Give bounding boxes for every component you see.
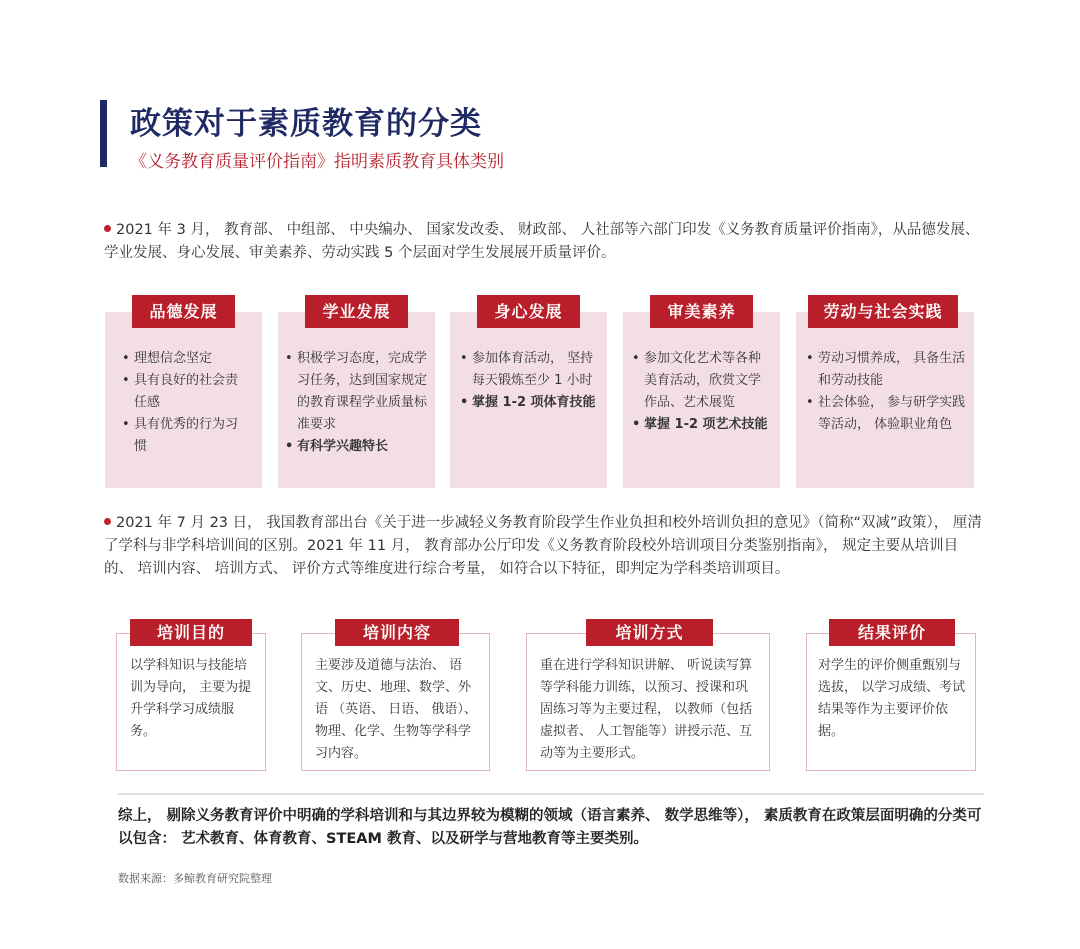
pillar-label-physical: 身心发展 [477,295,580,328]
list-item: • 劳动习惯养成， 具备生活和劳动技能 [806,348,966,392]
title-accent-bar [100,100,107,167]
pillar-label-aesthetic: 审美素养 [650,295,753,328]
list-item: • 具有优秀的行为习惯 [122,414,250,458]
pillar-label-moral: 品德发展 [132,295,235,328]
data-source-note: 数据来源：多鲸教育研究院整理 [118,872,272,885]
policy-text: 2021 年 7 月 23 日， 我国教育部出台《关于进一步减轻义务教育阶段学生作业负担和校外培训负担的意见》（简称“双减”政策）， 厘清了学科与非学科培训间的区别。2021 年 11 月， 教育部办公厅印发《义务教育阶段校外培训项目分类鉴别指南》， 规定主要从培训目的、 培训内容、 培训方式、 评价方式等维度进行综合考量， 如符合以下特征，即判定为学科类培训项目。 [104,515,982,577]
intro-paragraph [104,219,984,265]
criteria-text-evaluation: 对学生的评价侧重甄别与选拔， 以学习成绩、考试结果等作为主要评价依据。 [818,658,966,739]
criteria-text-method: 重在进行学科知识讲解、 听说读写算等学科能力训练，以预习、授课和巩固练习等为主要过程， 以教师（包括虚拟者、 人工智能等）讲授示范、互动等为主要形式。 [540,658,753,761]
criteria-text-content: 主要涉及道德与法治、 语文、历史、地理、数学、外语 （英语、 日语、 俄语）、物理、化学、生物等学科学习内容。 [315,658,477,761]
list-item: • 社会体验， 参与研学实践等活动， 体验职业角色 [806,392,966,436]
list-item: • 参加体育活动， 坚持每天锻炼至少 1 小时 [460,348,596,392]
pillar-list-aesthetic [632,348,772,436]
criteria-label-content: 培训内容 [335,619,459,646]
page-subtitle: 《义务教育质量评价指南》指明素质教育具体类别 [130,152,504,172]
summary-text: 综上， 剔除义务教育评价中明确的学科培训和与其边界较为模糊的领域（语言素养、 数学思维等）， 素质教育在政策层面明确的分类可以包含： 艺术教育、体育教育、STEAM 教育、以及研学与营地教育等主要类别。 [118,793,984,851]
criteria-label-evaluation: 结果评价 [829,619,955,646]
bullet-dot-icon [104,225,111,232]
pillar-list-labor [806,348,966,436]
criteria-text-purpose: 以学科知识与技能培训为导向， 主要为提升学科学习成绩服务。 [130,658,252,739]
criteria-label-purpose: 培训目的 [130,619,252,646]
list-item: • 具有良好的社会责任感 [122,370,250,414]
list-item: • 积极学习态度，完成学习任务，达到国家规定的教育课程学业质量标准要求 [285,348,427,436]
page-title: 政策对于素质教育的分类 [130,106,482,142]
policy-paragraph [104,512,984,581]
pillar-label-labor: 劳动与社会实践 [808,295,958,328]
bullet-dot-icon [104,518,111,525]
list-item: • 理想信念坚定 [122,348,250,370]
criteria-label-method: 培训方式 [586,619,713,646]
pillar-label-academic: 学业发展 [305,295,408,328]
pillar-list-academic [285,348,427,458]
list-item: • 参加文化艺术等各种美育活动，欣赏文学作品、艺术展览 [632,348,772,414]
list-item: • 有科学兴趣特长 [285,436,427,458]
pillar-list-physical [460,348,596,414]
pillar-list-moral [122,348,250,458]
list-item: • 掌握 1-2 项艺术技能 [632,414,772,436]
intro-text: 2021 年 3 月， 教育部、 中组部、 中央编办、 国家发改委、 财政部、 人社部等六部门印发《义务教育质量评价指南》，从品德发展、学业发展、身心发展、审美素养、劳动实践 5 个层面对学生发展展开质量评价。 [104,222,980,261]
list-item: • 掌握 1-2 项体育技能 [460,392,596,414]
